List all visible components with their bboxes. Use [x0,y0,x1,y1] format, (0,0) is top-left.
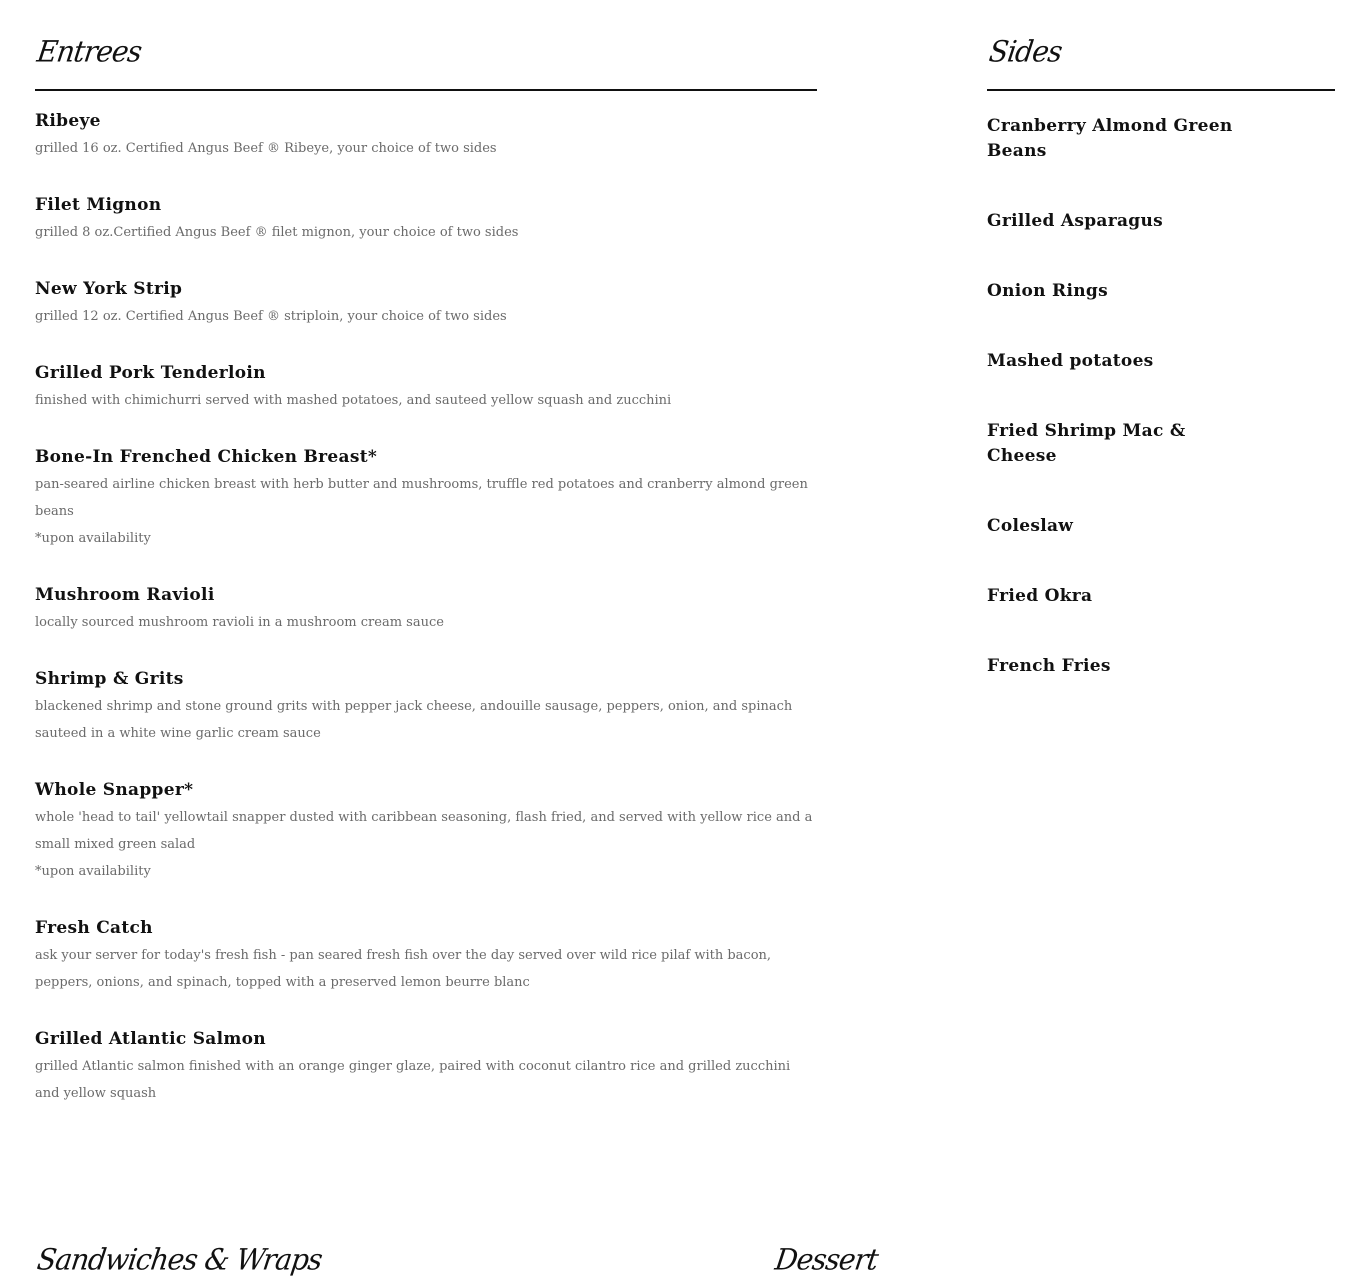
menu-item [35,361,817,414]
menu-item-name: Shrimp & Grits [35,669,184,689]
menu-item-description: blackened shrimp and stone ground grits with pepper jack cheese, andouille sausage, peppers, onion, and spinach sauteed in a white wine garlic cream sauce [35,699,793,741]
menu-item-name: Grilled Atlantic Salmon [35,1029,266,1049]
menu-item-description: whole 'head to tail' yellowtail snapper dusted with caribbean seasoning, flash fried, and served with yellow rice and a small mixed green salad *upon availability [35,810,813,879]
entrees-divider [35,89,817,91]
entrees-section [35,36,817,1138]
menu-item [35,583,817,636]
menu-item [35,277,817,330]
sides-title: Sides [987,34,1064,69]
menu-item-name: Ribeye [35,111,101,131]
side-item: Fried Okra [987,586,1093,606]
menu-item-description: pan-seared airline chicken breast with herb butter and mushrooms, truffle red potatoes and cranberry almond green beans *upon availability [35,477,808,546]
menu-item-name: Bone-In Frenched Chicken Breast* [35,447,378,467]
menu-item-description: grilled Atlantic salmon finished with an orange ginger glaze, paired with coconut cilantro rice and grilled zucchini and yellow squash [35,1059,791,1101]
menu-item [35,445,817,552]
side-item: Grilled Asparagus [987,211,1164,231]
sandwiches-title: Sandwiches & Wraps [35,1242,324,1277]
menu-item-name: Whole Snapper* [35,780,194,800]
menu-item-description: grilled 8 oz.Certified Angus Beef ® filet mignon, your choice of two sides [35,225,519,240]
menu-item [35,667,817,747]
menu-item-name: Filet Mignon [35,195,162,215]
sides-divider [987,89,1335,91]
menu-item-description: ask your server for today's fresh fish - pan seared fresh fish over the day served over wild rice pilaf with bacon, peppers, onions, and spinach, topped with a preserved lemon beurre blanc [35,948,772,990]
side-item: Mashed potatoes [987,351,1154,371]
menu-item [35,193,817,246]
menu-item-description: finished with chimichurri served with mashed potatoes, and sauteed yellow squash and zucchini [35,393,672,408]
side-item: Fried Shrimp Mac & Cheese [987,421,1186,466]
side-item: Onion Rings [987,281,1108,301]
entrees-title: Entrees [35,34,144,69]
menu-item-description: grilled 16 oz. Certified Angus Beef ® Ribeye, your choice of two sides [35,141,497,156]
menu-item [35,109,817,162]
side-list [987,114,1335,679]
menu-item-name: New York Strip [35,279,183,299]
entree-list [35,109,817,1107]
menu-item-description: grilled 12 oz. Certified Angus Beef ® striploin, your choice of two sides [35,309,507,324]
menu-item [35,1027,817,1107]
menu-item-name: Mushroom Ravioli [35,585,215,605]
menu-item [35,778,817,885]
sides-section [987,36,1335,724]
menu-item-name: Fresh Catch [35,918,153,938]
side-item: French Fries [987,656,1111,676]
menu-item-description: locally sourced mushroom ravioli in a mushroom cream sauce [35,615,444,630]
menu-item-name: Grilled Pork Tenderloin [35,363,266,383]
side-item: Coleslaw [987,516,1074,536]
side-item: Cranberry Almond Green Beans [987,116,1233,161]
menu-item [35,916,817,996]
dessert-title: Dessert [773,1242,880,1277]
